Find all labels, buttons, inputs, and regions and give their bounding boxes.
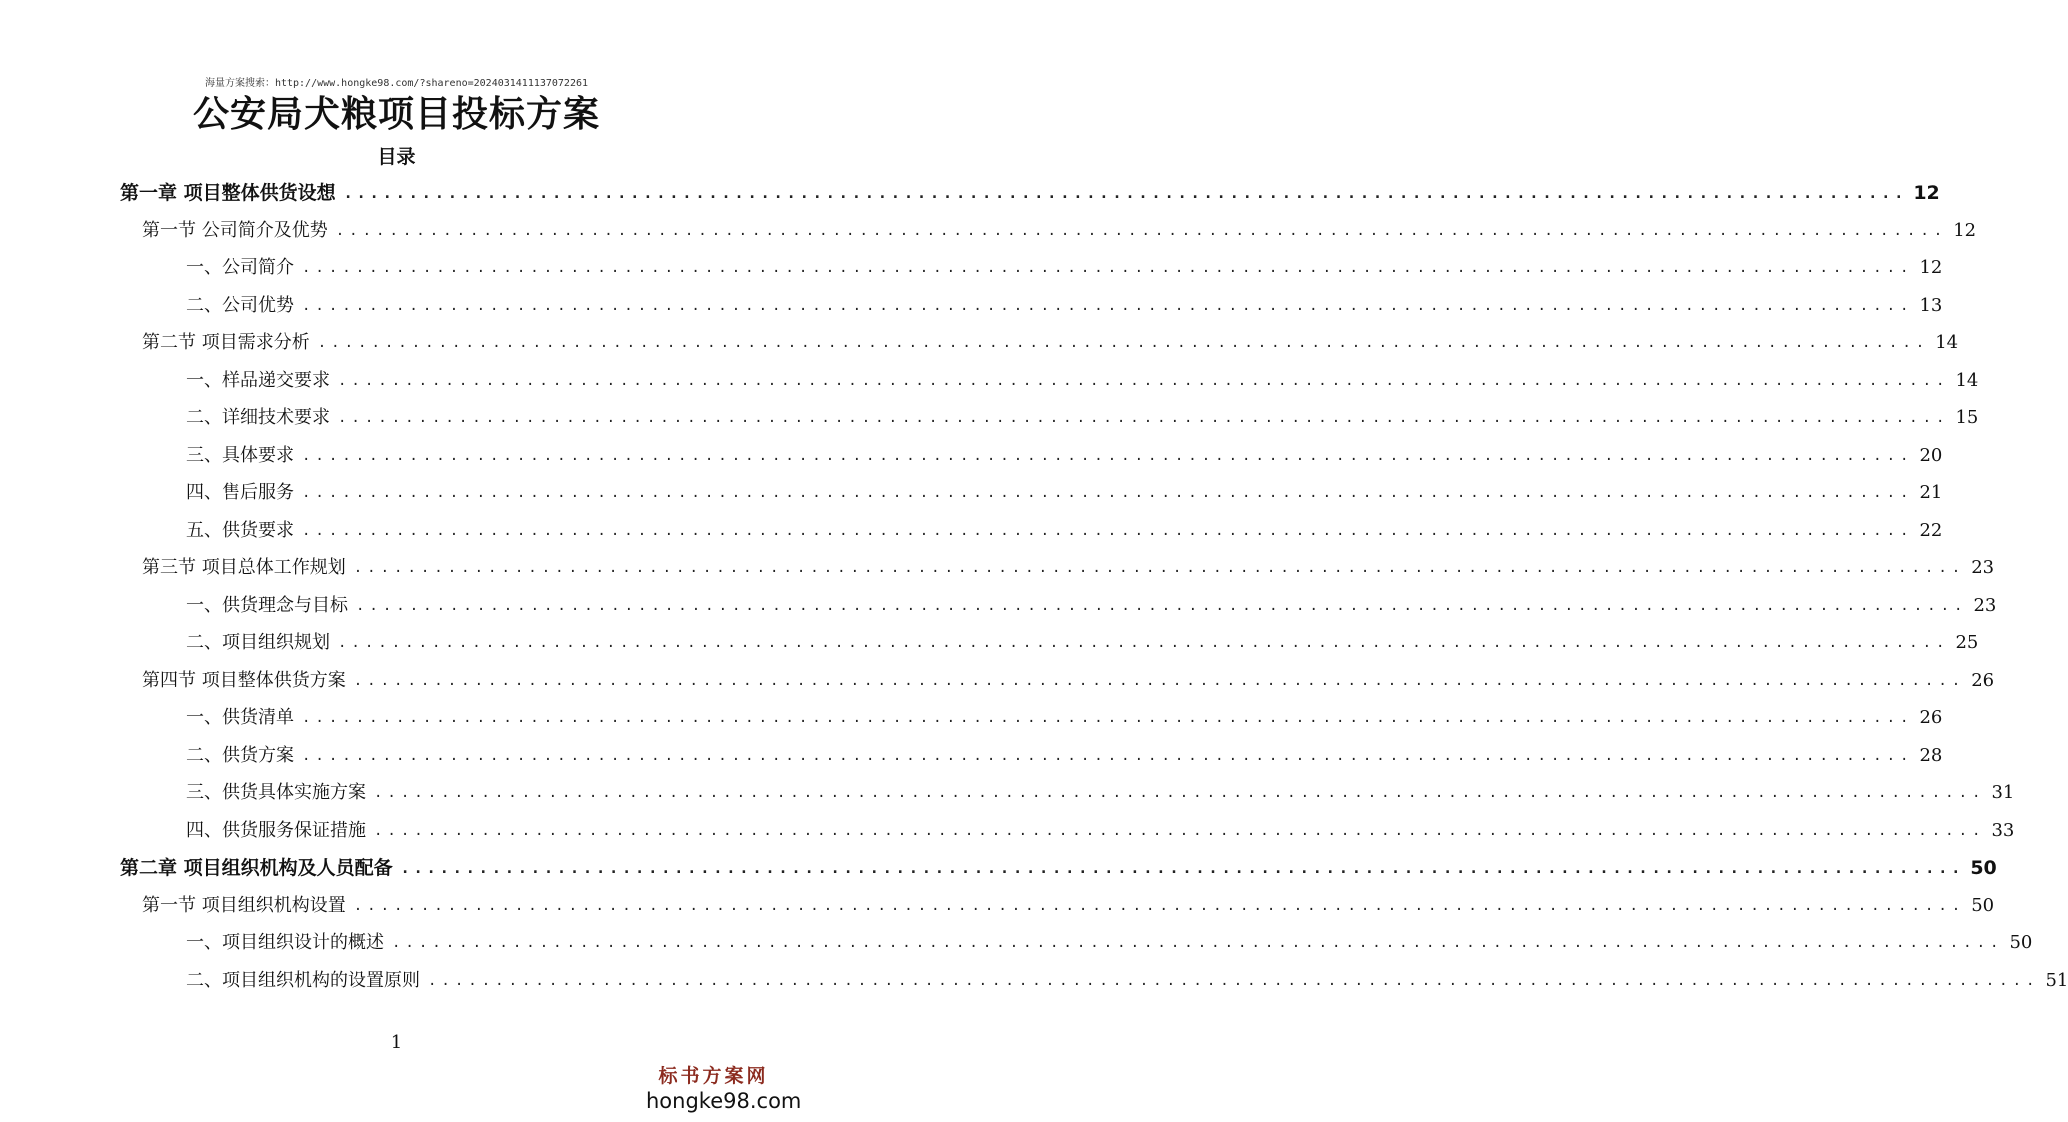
toc-entry[interactable] <box>186 438 1943 474</box>
toc-dot-leader: ........................................................................................................................ <box>302 297 1914 314</box>
toc-entry-label: 第二节 项目需求分析 <box>142 332 310 353</box>
toc-entry-page: 12 <box>1953 219 1977 241</box>
toc-heading: 目录 <box>377 146 416 168</box>
toc-entry-label: 一、供货理念与目标 <box>186 594 348 616</box>
toc-dot-leader: ........................................................................................................................ <box>335 222 1948 239</box>
toc-entry-label: 二、详细技术要求 <box>186 407 330 428</box>
toc-entry[interactable] <box>186 775 2015 811</box>
toc-dot-leader: ........................................................................................................................ <box>302 747 1914 764</box>
toc-dot-leader: ........................................................................................................................ <box>302 485 1914 501</box>
toc-entry[interactable] <box>186 400 1979 436</box>
toc-dot-leader: ........................................................................................................................ <box>356 597 1968 614</box>
toc-entry-page: 13 <box>1919 294 1943 316</box>
toc-entry-label: 二、项目组织规划 <box>186 632 330 653</box>
toc-dot-leader: ........................................................................................................................ <box>302 447 1914 464</box>
toc-entry[interactable] <box>186 625 1979 661</box>
toc-entry-label: 第一节 公司简介及优势 <box>142 219 328 241</box>
toc-entry-page: 25 <box>1955 632 1979 653</box>
toc-dot-leader: ........................................................................................................................ <box>374 785 1986 801</box>
toc-dot-leader: ........................................................................................................................ <box>338 635 1950 651</box>
toc-dot-leader: ........................................................................................................................ <box>338 410 1950 426</box>
toc-entry-label: 五、供货要求 <box>186 519 294 541</box>
toc-dot-leader: ........................................................................................................................ <box>428 972 2040 989</box>
toc-dot-leader: ........................................................................................................................ <box>353 672 1966 689</box>
toc-entry-page: 14 <box>1955 369 1979 391</box>
toc-entry[interactable] <box>186 700 1943 736</box>
toc-entry[interactable] <box>186 925 2033 961</box>
toc-entry-page: 50 <box>1971 894 1995 916</box>
toc-entry-page: 12 <box>1913 182 1940 204</box>
toc-entry-label: 第三节 项目总体工作规划 <box>142 557 346 578</box>
toc-entry[interactable] <box>120 850 1997 886</box>
toc-entry-label: 一、供货清单 <box>186 707 294 728</box>
toc-dot-leader: ........................................................................................................................ <box>400 859 1965 877</box>
document-title: 公安局犬粮项目投标方案 <box>192 94 600 135</box>
toc-entry-label: 第二章 项目组织机构及人员配备 <box>120 857 393 879</box>
toc-entry-page: 33 <box>1991 819 2015 841</box>
search-url-line: 海量方案搜索：http://www.hongke98.com/?shareno=2024031411137072261 <box>204 78 589 89</box>
watermark-logo <box>646 1064 802 1114</box>
toc-entry-page: 14 <box>1935 332 1959 353</box>
toc-entry-page: 12 <box>1919 257 1943 278</box>
page-number: 1 <box>390 1032 403 1053</box>
toc-dot-leader: ........................................................................................................................ <box>343 184 1908 202</box>
toc-entry-page: 28 <box>1919 744 1943 766</box>
toc-entry-page: 20 <box>1919 444 1943 466</box>
toc-entry-label: 三、供货具体实施方案 <box>186 782 366 803</box>
toc-entry-label: 二、项目组织机构的设置原则 <box>186 969 420 991</box>
toc-dot-leader: ........................................................................................................................ <box>302 260 1914 276</box>
toc-entry[interactable] <box>142 325 1959 361</box>
toc-entry-label: 第一节 项目组织机构设置 <box>142 894 346 916</box>
toc-entry[interactable] <box>142 888 1995 924</box>
toc-entry-label: 四、供货服务保证措施 <box>186 819 366 841</box>
toc-entry-page: 26 <box>1919 707 1943 728</box>
toc-dot-leader: ........................................................................................................................ <box>392 935 2004 951</box>
toc-entry-label: 第四节 项目整体供货方案 <box>142 669 346 691</box>
toc-entry-page: 26 <box>1971 669 1995 691</box>
toc-entry-label: 四、售后服务 <box>186 482 294 503</box>
toc-entry[interactable] <box>186 250 1943 286</box>
toc-entry-page: 51 <box>2045 969 2068 991</box>
toc-entry[interactable] <box>142 213 1977 249</box>
toc-entry[interactable] <box>142 663 1995 699</box>
toc-entry[interactable] <box>186 475 1943 511</box>
toc-entry-page: 50 <box>2009 932 2033 953</box>
toc-entry-page: 21 <box>1919 482 1943 503</box>
toc-entry-page: 15 <box>1955 407 1979 428</box>
toc-dot-leader: ........................................................................................................................ <box>338 372 1950 389</box>
toc-entry[interactable] <box>186 963 2068 999</box>
toc-entry-page: 50 <box>1970 857 1997 879</box>
toc-entry-page: 23 <box>1973 594 1997 616</box>
toc-entry[interactable] <box>186 288 1943 324</box>
toc-entry-label: 二、公司优势 <box>186 294 294 316</box>
toc-entry-label: 二、供货方案 <box>186 744 294 766</box>
toc-entry-label: 第一章 项目整体供货设想 <box>120 182 336 204</box>
watermark-en-text: hongke98.com <box>646 1089 802 1113</box>
toc-entry[interactable] <box>186 513 1943 549</box>
toc-dot-leader: ........................................................................................................................ <box>302 522 1914 539</box>
toc-entry[interactable] <box>142 550 1995 586</box>
toc-entry-label: 一、项目组织设计的概述 <box>186 932 384 953</box>
toc-entry[interactable] <box>186 588 1997 624</box>
toc-entry[interactable] <box>120 175 1940 211</box>
toc-entry[interactable] <box>186 363 1979 399</box>
toc-dot-leader: ........................................................................................................................ <box>374 822 1986 839</box>
toc-dot-leader: ........................................................................................................................ <box>317 335 1930 351</box>
toc-entry-label: 一、样品递交要求 <box>186 369 330 391</box>
toc-dot-leader: ........................................................................................................................ <box>353 897 1966 914</box>
toc-dot-leader: ........................................................................................................................ <box>353 560 1966 576</box>
watermark-cn-text: 标书方案网 <box>658 1065 769 1087</box>
toc-entry-label: 三、具体要求 <box>186 444 294 466</box>
toc-entry-page: 23 <box>1971 557 1995 578</box>
toc-entry-page: 31 <box>1991 782 2015 803</box>
toc-entry[interactable] <box>186 813 2015 849</box>
toc-entry-page: 22 <box>1919 519 1943 541</box>
toc-entry[interactable] <box>186 738 1943 774</box>
toc-entry-label: 一、公司简介 <box>186 257 294 278</box>
toc-dot-leader: ........................................................................................................................ <box>302 710 1914 726</box>
